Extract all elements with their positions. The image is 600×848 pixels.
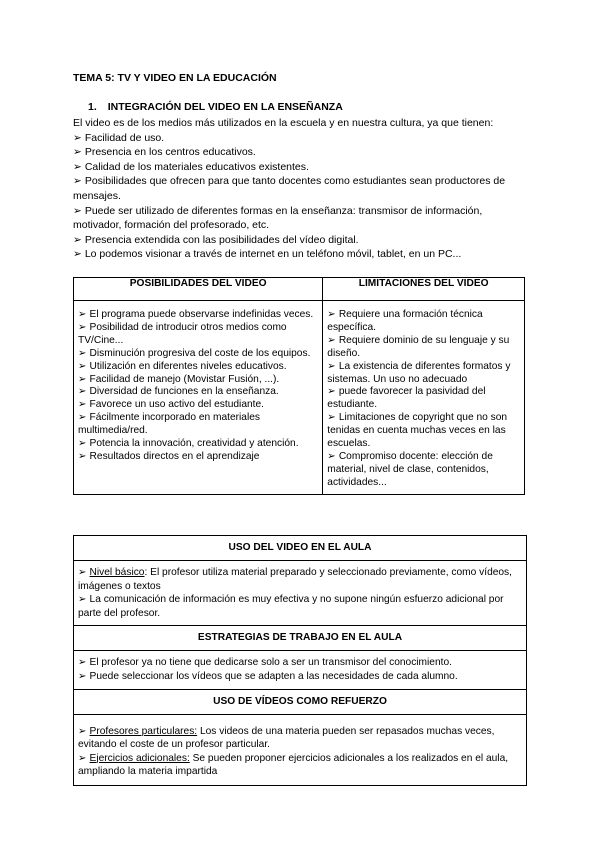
- arrow-bullet-icon: ➢: [78, 399, 87, 411]
- list-item: ➢ Nivel básico: El profesor utiliza material preparado y seleccionado previamente, como vídeos, imágenes o textos: [78, 567, 512, 592]
- list-item: ➢ Requiere dominio de su lenguaje y su diseño.: [327, 334, 510, 359]
- list-item: ➢ Favorece un uso activo del estudiante.: [78, 399, 264, 411]
- list-item: ➢ Utilización en diferentes niveles educativos.: [78, 360, 287, 372]
- arrow-bullet-icon: ➢: [73, 146, 82, 159]
- arrow-bullet-icon: ➢: [78, 386, 87, 398]
- list-item: ➢ Ejercicios adicionales: Se pueden proponer ejercicios adicionales a los realizados en el aula, ampliando la materia impartida: [78, 752, 509, 778]
- arrow-bullet-icon: ➢: [78, 373, 87, 385]
- arrow-bullet-icon: ➢: [78, 360, 87, 372]
- document-title: TEMA 5: TV Y VIDEO EN LA EDUCACIÓN: [73, 72, 277, 84]
- arrow-bullet-icon: ➢: [327, 309, 336, 320]
- limitations-header: LIMITACIONES DEL VIDEO: [323, 278, 525, 301]
- section-intro: [73, 116, 533, 262]
- list-item: ➢ Puede ser utilizado de diferentes formas en la enseñanza: transmisor de información, motivador, formación del profesorado, etc.: [73, 204, 483, 232]
- arrow-bullet-icon: ➢: [78, 752, 87, 764]
- list-item: ➢ Profesores particulares: Los videos de una materia pueden ser repasados muchas veces, evitando el coste de un profesor particular.: [78, 725, 495, 751]
- limitations-cell: [323, 301, 525, 495]
- intro-paragraph: El video es de los medios más utilizados en la escuela y en nuestra cultura, ya que tienen:: [73, 117, 494, 129]
- possibilities-cell: [74, 301, 323, 495]
- arrow-bullet-icon: ➢: [327, 386, 336, 398]
- arrow-bullet-icon: ➢: [78, 321, 87, 333]
- list-item: ➢ Disminución progresiva del coste de los equipos.: [78, 347, 311, 359]
- arrow-bullet-icon: ➢: [78, 450, 87, 462]
- arrow-bullet-icon: ➢: [327, 334, 336, 346]
- arrow-bullet-icon: ➢: [73, 175, 82, 188]
- list-item: ➢ La comunicación de información es muy efectiva y no supone ningún esfuerzo adicional por parte del profesor.: [78, 594, 504, 619]
- arrow-bullet-icon: ➢: [327, 360, 336, 372]
- list-item: ➢ Compromiso docente: elección de material, nivel de clase, contenidos, actividades...: [327, 450, 493, 488]
- arrow-bullet-icon: ➢: [78, 567, 87, 578]
- list-item: ➢ Presencia en los centros educativos.: [73, 146, 256, 159]
- possibilities-limitations-table: [73, 277, 525, 495]
- profesores-particulares-label: Profesores particulares:: [89, 725, 198, 737]
- table-header-row: [74, 278, 525, 301]
- arrow-bullet-icon: ➢: [78, 657, 87, 669]
- arrow-bullet-icon: ➢: [327, 412, 336, 424]
- list-item: ➢ Potencia la innovación, creatividad y atención.: [78, 438, 299, 450]
- arrow-bullet-icon: ➢: [78, 438, 87, 450]
- section-number: 1.: [88, 101, 97, 113]
- arrow-bullet-icon: ➢: [73, 204, 82, 217]
- list-item: ➢ Requiere una formación técnica específica.: [327, 309, 483, 333]
- arrow-bullet-icon: ➢: [73, 131, 82, 144]
- arrow-bullet-icon: ➢: [78, 670, 87, 682]
- possibilities-header: POSIBILIDADES DEL VIDEO: [74, 278, 323, 301]
- arrow-bullet-icon: ➢: [78, 347, 87, 359]
- list-item: ➢ Diversidad de funciones en la enseñanza.: [78, 386, 279, 398]
- list-item: ➢ Calidad de los materiales educativos existentes.: [73, 160, 309, 173]
- list-item: ➢ Fácilmente incorporado en materiales multimedia/red.: [78, 412, 260, 437]
- table-row: [74, 301, 525, 495]
- list-item: ➢ El profesor ya no tiene que dedicarse solo a ser un transmisor del conocimiento.: [78, 657, 452, 669]
- arrow-bullet-icon: ➢: [78, 309, 87, 320]
- nivel-basico-label: Nivel básico: [89, 567, 145, 578]
- refuerzo-body: [74, 715, 526, 785]
- list-item: ➢ Limitaciones de copyright que no son tenidas en cuenta muchas veces en las escuelas.: [327, 412, 508, 450]
- section-heading: [88, 101, 343, 113]
- list-item: ➢ Lo podemos visionar a través de internet en un teléfono móvil, tablet, en un PC...: [73, 248, 462, 261]
- section-heading-text: INTEGRACIÓN DEL VIDEO EN LA ENSEÑANZA: [107, 101, 343, 113]
- arrow-bullet-icon: ➢: [73, 233, 82, 246]
- list-item: ➢ Facilidad de manejo (Movistar Fusión, ...).: [78, 373, 280, 385]
- list-item: ➢ Puede seleccionar los vídeos que se adapten a las necesidades de cada alumno.: [78, 670, 458, 682]
- list-item: ➢ Posibilidades que ofrecen para que tanto docentes como estudiantes sean productores de mensajes.: [73, 175, 506, 202]
- arrow-bullet-icon: ➢: [73, 160, 82, 173]
- intro-bullet-list: [73, 131, 533, 262]
- list-item: ➢ La existencia de diferentes formatos y sistemas. Un uso no adecuado: [327, 360, 511, 385]
- arrow-bullet-icon: ➢: [78, 725, 87, 737]
- estrategias-body: [74, 651, 526, 689]
- list-item: ➢ Presencia extendida con las posibilidades del vídeo digital.: [73, 233, 359, 246]
- video-usage-table: [73, 535, 527, 786]
- arrow-bullet-icon: ➢: [78, 594, 87, 606]
- refuerzo-heading: USO DE VÍDEOS COMO REFUERZO: [74, 690, 526, 715]
- list-item: ➢ Posibilidad de introducir otros medios como TV/Cine...: [78, 321, 287, 346]
- list-item: ➢ El programa puede observarse indefinidas veces.: [78, 309, 314, 320]
- list-item: ➢ puede favorecer la pasividad del estudiante.: [327, 386, 486, 411]
- arrow-bullet-icon: ➢: [327, 450, 336, 462]
- arrow-bullet-icon: ➢: [78, 412, 87, 424]
- uso-aula-heading: USO DEL VIDEO EN EL AULA: [74, 536, 526, 561]
- list-item: ➢ Resultados directos en el aprendizaje: [78, 450, 260, 462]
- ejercicios-adicionales-label: Ejercicios adicionales:: [89, 752, 190, 764]
- estrategias-heading: ESTRATEGIAS DE TRABAJO EN EL AULA: [74, 626, 526, 651]
- list-item: ➢ Facilidad de uso.: [73, 131, 165, 144]
- uso-aula-body: [74, 561, 526, 626]
- arrow-bullet-icon: ➢: [73, 248, 82, 261]
